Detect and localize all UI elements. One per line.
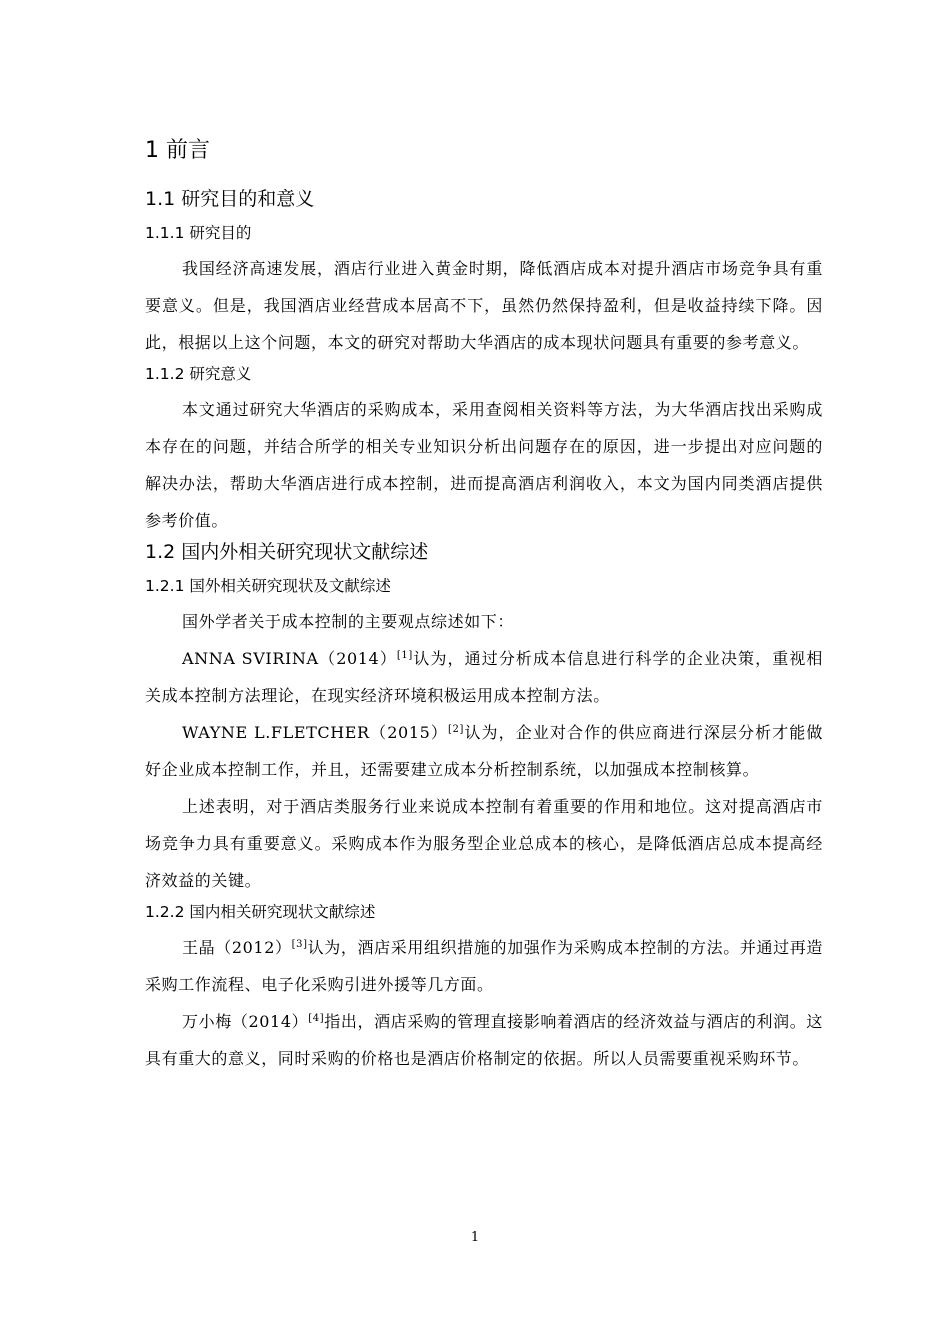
citation-author: 王晶（2012） xyxy=(182,938,292,957)
citation-author: WAYNE L.FLETCHER（2015） xyxy=(182,723,448,742)
reference-mark: [1] xyxy=(396,650,413,661)
subsection-heading-1-2-1: 1.2.1 国外相关研究现状及文献综述 xyxy=(145,577,391,595)
citation-author: ANNA SVIRINA（2014） xyxy=(182,649,397,668)
reference-mark: [4] xyxy=(308,1013,325,1024)
page-number: 1 xyxy=(470,1230,480,1245)
paragraph-research-significance: 本文通过研究大华酒店的采购成本，采用查阅相关资料等方法，为大华酒店找出采购成本存在的问题，并结合所学的相关专业知识分析出问题存在的原因，进一步提出对应问题的解决办法，帮助大华酒店进行成本控制，进而提高酒店利润收入，本文为国内同类酒店提供参考价值。 xyxy=(145,400,823,530)
chapter-title: 1 前言 xyxy=(145,138,210,163)
section-heading-1-2: 1.2 国内外相关研究现状文献综述 xyxy=(145,541,429,563)
subsection-heading-1-1-1: 1.1.1 研究目的 xyxy=(145,224,252,242)
citation-text: 认为，通过分析成本信息进行科学的企业决策，重视相关成本控制方法理论，在现实经济环境积极运用成本控制方法。 xyxy=(145,649,823,705)
paragraph-fletcher xyxy=(145,714,823,788)
subsection-heading-1-1-2: 1.1.2 研究意义 xyxy=(145,365,252,383)
reference-mark: [3] xyxy=(291,939,308,950)
citation-text: 认为，酒店采用组织措施的加强作为采购成本控制的方法。并通过再造采购工作流程、电子化采购引进外援等几方面。 xyxy=(145,938,823,994)
citation-text: 认为，企业对合作的供应商进行深层分析才能做好企业成本控制工作，并且，还需要建立成本分析控制系统，以加强成本控制核算。 xyxy=(145,723,823,779)
reference-mark: [2] xyxy=(448,724,464,735)
subsection-heading-1-2-2: 1.2.2 国内相关研究现状文献综述 xyxy=(145,903,376,921)
citation-author: 万小梅（2014） xyxy=(182,1012,309,1031)
paragraph-svirina xyxy=(145,640,823,714)
paragraph-wangjing xyxy=(145,929,823,1003)
page-body xyxy=(145,128,823,1077)
paragraph-research-purpose: 我国经济高速发展，酒店行业进入黄金时期，降低酒店成本对提升酒店市场竞争具有重要意义。但是，我国酒店业经营成本居高不下，虽然仍然保持盈利，但是收益持续下降。因此，根据以上这个问题，本文的研究对帮助大华酒店的成本现状问题具有重要的参考意义。 xyxy=(145,259,823,352)
paragraph-wanxiaomei xyxy=(145,1003,823,1077)
section-heading-1-1: 1.1 研究目的和意义 xyxy=(145,188,315,210)
paragraph-summary: 上述表明，对于酒店类服务行业来说成本控制有着重要的作用和地位。这对提高酒店市场竞争力具有重要意义。采购成本作为服务型企业总成本的核心，是降低酒店总成本提高经济效益的关键。 xyxy=(145,797,823,890)
paragraph-foreign-intro: 国外学者关于成本控制的主要观点综述如下： xyxy=(182,612,515,631)
citation-text: 指出，酒店采购的管理直接影响着酒店的经济效益与酒店的利润。这具有重大的意义，同时采购的价格也是酒店价格制定的依据。所以人员需要重视采购环节。 xyxy=(145,1012,823,1068)
